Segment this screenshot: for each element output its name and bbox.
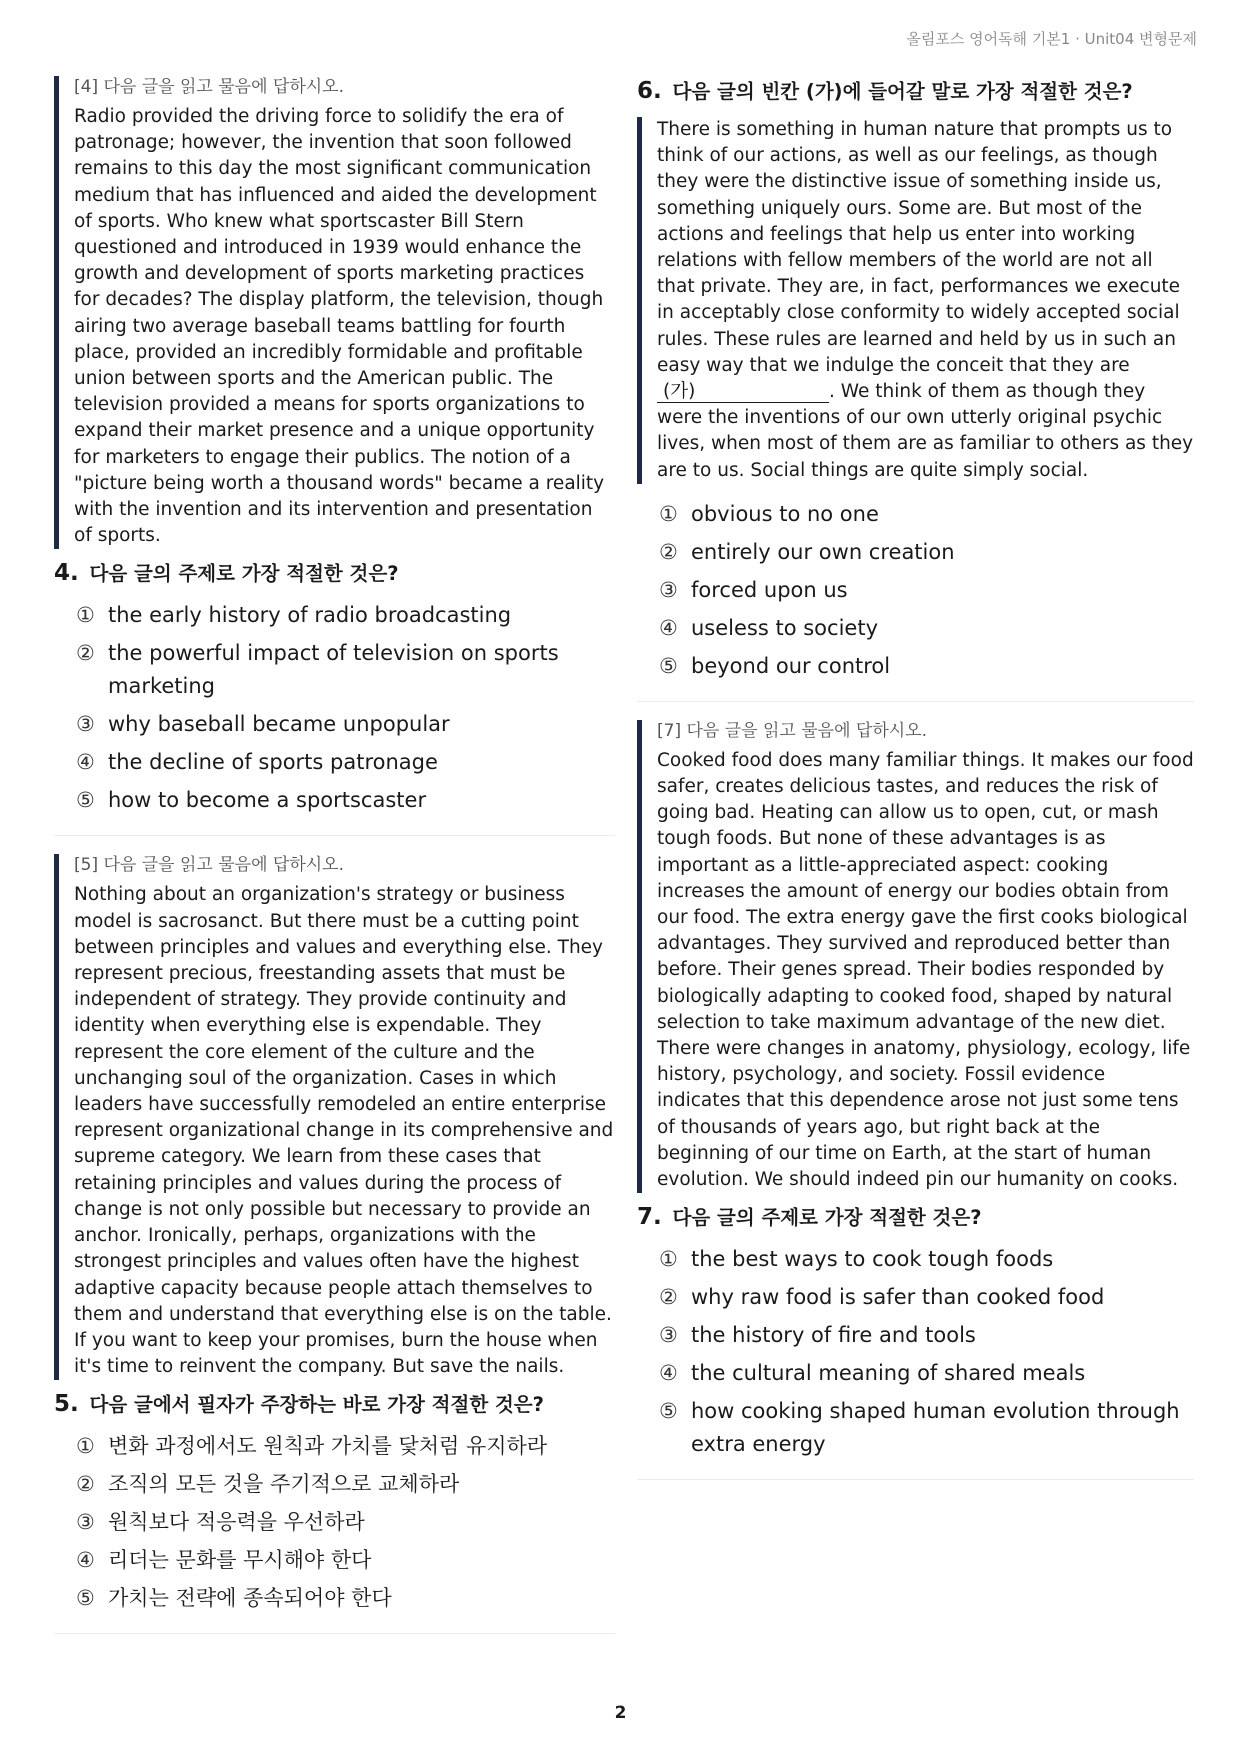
passage-6 [637,117,1194,484]
option-text: 가치는 전략에 종속되어야 한다 [108,1586,392,1611]
page-number: 2 [614,1703,627,1723]
option-text: obvious to no one [691,501,879,526]
option-number-icon: ② [659,539,678,564]
option-text: entirely our own creation [691,539,955,564]
option-number-icon: ① [659,1247,678,1272]
option-text: 변화 과정에서도 원칙과 가치를 닻처럼 유지하라 [108,1434,548,1459]
option-text: the cultural meaning of shared meals [691,1361,1086,1386]
option-number-icon: ③ [659,577,678,602]
question-7-options [659,1243,1194,1461]
option-text: 리더는 문화를 무시해야 한다 [108,1548,372,1573]
option-item[interactable] [76,637,615,703]
blank-label: (가) [663,381,696,403]
option-text: how cooking shaped human evolution through extra energy [691,1399,1180,1457]
option-number-icon: ④ [76,1548,95,1573]
option-text: the history of fire and tools [691,1323,976,1348]
option-number-icon: ② [659,1285,678,1310]
option-item[interactable] [659,498,1194,531]
option-number-icon: ⑤ [76,788,95,813]
option-text: why raw food is safer than cooked food [691,1285,1105,1310]
passage-text: Cooked food does many familiar things. It makes our food safer, creates delicious tastes, and reduces the risk of going bad. Heating can allow us to open, cut, or mash tough foods. But none of these advantages is as important as a little-appreciated aspect: cooking increases the amount of energy our bodies obtain from our food. The extra energy gave the first cooks biological advantages. They survived and reproduced better than before. Their genes spread. Their bodies responded by biologically adapting to cooked food, shaped by natural selection to take maximum advantage of the new diet. There were changes in anatomy, physiology, ecology, life history, psychology, and society. Fossil evidence indicates that this dependence arose not just some tens of thousands of years ago, but right back at the beginning of our time on Earth, at the start of human evolution. We should indeed pin our humanity on cooks. [657,749,1194,1191]
passage-label: [7] 다음 글을 읽고 물음에 답하시오. [657,720,927,741]
option-item[interactable] [659,574,1194,607]
option-number-icon: ③ [76,1510,95,1535]
option-number-icon: ⑤ [659,653,678,678]
blank-space [657,382,829,403]
section-divider [637,1479,1194,1480]
option-number-icon: ⑤ [76,1586,95,1611]
passage-text: Radio provided the driving force to solidify the era of patronage; however, the invention that soon followed remains to this day the most significant communication medium that has influenced and aided the development of sports. Who knew what sportscaster Bill Stern questioned and introduced in 1939 would enhance the growth and development of sports marketing practices for decades? The display platform, the television, though airing two average baseball teams battling for fourth place, provided an incredibly formidable and profitable union between sports and the American public. The television provided a means for sports organizations to expand their market presence and a unique opportunity for marketers to engage their publics. The notion of a "picture being worth a thousand words" became a reality with the invention and its intervention and presentation of sports. [74,106,605,547]
question-prompt: 다음 글의 주제로 가장 적절한 것은? [89,562,399,586]
option-item[interactable] [76,708,615,741]
option-text: useless to society [691,615,878,640]
question-5-options [76,1430,615,1615]
option-number-icon: ① [76,1434,95,1459]
passage-text-before-blank: There is something in human nature that prompts us to think of our actions, as well as our feelings, as though they were the distinctive issue of something inside us, something uniquely ours. Some are. But most of the actions and feelings that help us enter into working relations with fellow members of the world are not all that private. They are, in fact, performances we execute in acceptably close conformity to widely accepted social rules. These rules are learned and held by us in such an easy way that we indulge the conceit that they are [657,119,1181,376]
option-item[interactable] [76,1544,615,1577]
option-item[interactable] [659,1243,1194,1276]
option-number-icon: ① [659,501,678,526]
option-text: how to become a sportscaster [108,788,427,813]
option-item[interactable] [76,599,615,632]
question-prompt: 다음 글의 빈칸 (가)에 들어갈 말로 가장 적절한 것은? [672,80,1133,103]
passage-4 [54,76,615,549]
option-text: the decline of sports patronage [108,750,438,775]
option-item[interactable] [76,1582,615,1615]
question-number: 5. [54,1391,79,1418]
option-item[interactable] [76,784,615,817]
option-item[interactable] [76,1430,615,1463]
option-number-icon: ⑤ [659,1399,678,1424]
option-text: why baseball became unpopular [108,712,450,737]
question-4-title [54,558,615,589]
option-number-icon: ④ [659,615,678,640]
left-column [54,76,615,1652]
question-number: 4. [54,560,79,587]
option-text: the best ways to cook tough foods [691,1247,1054,1272]
question-prompt: 다음 글의 주제로 가장 적절한 것은? [672,1206,982,1230]
question-6-title [637,76,1194,107]
option-number-icon: ② [76,1472,95,1497]
question-number: 6. [637,78,662,104]
passage-text-after-blank: . We think of them as though they were the inventions of our own utterly original psychic lives, when most of them are as familiar to others as they are to us. Social things are quite simply social. [657,381,1194,481]
question-4-options [76,599,615,817]
option-item[interactable] [659,1319,1194,1352]
section-divider [637,701,1194,702]
option-number-icon: ④ [76,750,95,775]
option-number-icon: ④ [659,1361,678,1386]
option-text: forced upon us [691,577,848,602]
option-number-icon: ① [76,603,95,628]
section-divider [54,835,615,836]
option-number-icon: ② [76,641,95,666]
question-7-title [637,1202,1194,1233]
option-item[interactable] [659,612,1194,645]
passage-label: [4] 다음 글을 읽고 물음에 답하시오. [74,77,344,97]
section-divider [54,1633,615,1634]
option-text: beyond our control [691,653,891,678]
right-column [637,76,1194,1498]
option-item[interactable] [659,1281,1194,1314]
option-number-icon: ③ [76,712,95,737]
running-header: 올림포스 영어독해 기본1 · Unit04 변형문제 [906,30,1197,48]
option-text: the early history of radio broadcasting [108,603,512,628]
question-prompt: 다음 글에서 필자가 주장하는 바로 가장 적절한 것은? [89,1393,544,1417]
passage-text: Nothing about an organization's strategy or business model is sacrosanct. But there must be a cutting point between principles and values and everything else. They represent precious, freestanding assets that must be independent of strategy. They provide continuity and identity when everything else is expendable. They represent the core element of the culture and the unchanging soul of the organization. Cases in which leaders have successfully remodeled an entire enterprise represent organizational change in its comprehensive and supreme category. We learn from these cases that retaining principles and values during the process of change is not only possible but necessary to provide an anchor. Ironically, perhaps, organizations with the strongest principles and values often have the highest adaptive capacity because people attach themselves to them and understand that everything else is on the table. If you want to keep your promises, burn the house when it's time to reinvent the company. But save the nails. [74,884,614,1378]
option-text: 조직의 모든 것을 주기적으로 교체하라 [108,1472,460,1497]
passage-label: [5] 다음 글을 읽고 물음에 답하시오. [74,855,344,876]
question-6-options [659,498,1194,683]
passage-5 [54,854,615,1380]
option-number-icon: ③ [659,1323,678,1348]
option-item[interactable] [659,1395,1194,1461]
question-number: 7. [637,1204,662,1231]
question-5-title [54,1389,615,1420]
passage-text [657,117,1194,484]
option-item[interactable] [76,1506,615,1539]
option-item[interactable] [659,650,1194,683]
option-item[interactable] [76,1468,615,1501]
option-text: the powerful impact of television on sports marketing [108,641,559,699]
option-item[interactable] [659,536,1194,569]
option-text: 원칙보다 적응력을 우선하라 [108,1510,365,1535]
passage-7 [637,720,1194,1193]
option-item[interactable] [659,1357,1194,1390]
option-item[interactable] [76,746,615,779]
